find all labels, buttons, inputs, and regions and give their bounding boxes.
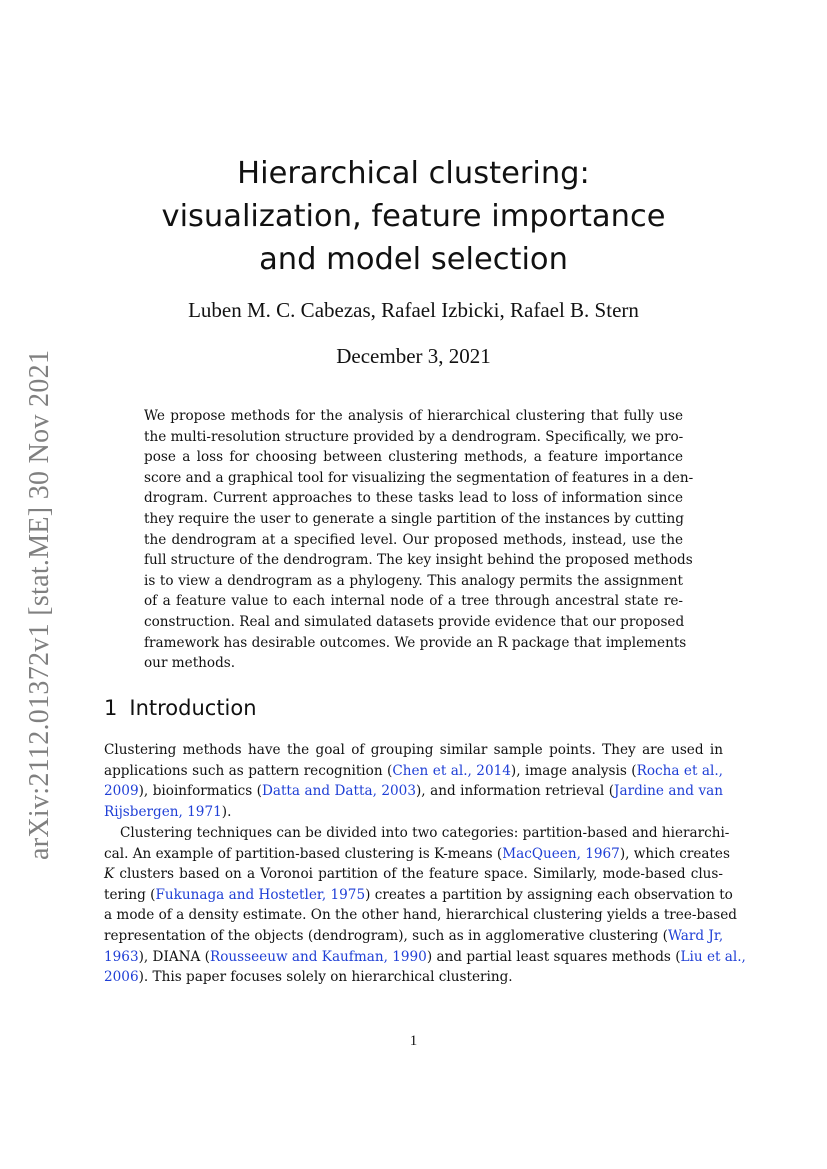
abstract-line: they require the user to generate a single partition of the instances by cutting — [144, 510, 684, 527]
abstract-line: We propose methods for the analysis of hierarchical clustering that fully use — [144, 408, 683, 424]
text-run: representation of the objects (dendrogram), such as in agglomerative clustering ( — [104, 927, 668, 944]
abstract-line: our methods. — [144, 655, 236, 672]
paragraph-line — [104, 802, 723, 823]
text-run: a mode of a density estimate. On the other hand, hierarchical clustering yields a tree-based — [104, 907, 738, 924]
title-line: Hierarchical clustering: — [237, 156, 590, 191]
paragraph-line — [104, 864, 723, 885]
text-run: ), which creates — [619, 845, 730, 862]
paragraph-line — [104, 885, 733, 906]
paragraph-line — [104, 740, 723, 761]
section-heading-introduction — [104, 696, 257, 720]
abstract-line: score and a graphical tool for visualizing the segmentation of features in a den- — [144, 469, 694, 486]
abstract-line: the multi-resolution structure provided by a dendrogram. Specifically, we pro- — [144, 428, 684, 445]
text-run: clusters based on a Voronoi partition of the feature space. Similarly, mode-based clus- — [114, 866, 723, 883]
citation-link[interactable]: Ward Jr, — [667, 927, 724, 944]
abstract — [144, 406, 694, 674]
section-number: 1 — [104, 696, 118, 720]
text-run: ), and information retrieval ( — [415, 783, 615, 800]
citation-link[interactable]: Rocha et al., — [636, 762, 723, 779]
citation-link[interactable]: 2009 — [104, 783, 139, 800]
paragraph-line — [104, 844, 730, 865]
title-line: visualization, feature importance — [161, 199, 666, 234]
text-run: ), DIANA ( — [138, 948, 210, 965]
text-run: applications such as pattern recognition ( — [104, 762, 393, 779]
text-run: ). — [221, 803, 232, 820]
text-run: ), bioinformatics ( — [138, 783, 262, 800]
citation-link[interactable]: Liu et al., — [680, 948, 746, 965]
publication-date: December 3, 2021 — [336, 344, 491, 368]
intro-paragraph-1 — [104, 740, 723, 822]
citation-link[interactable]: 1963 — [104, 948, 139, 965]
paragraph-line — [104, 967, 723, 988]
paragraph-line — [104, 905, 738, 926]
citation-link[interactable]: Rousseeuw and Kaufman, 1990 — [209, 948, 427, 965]
abstract-line: is to view a dendrogram as a phylogeny. This analogy permits the assignment — [144, 572, 683, 589]
text-run: ) and partial least squares methods ( — [426, 948, 681, 965]
abstract-line: construction. Real and simulated datasets provide evidence that our proposed — [144, 613, 685, 630]
arxiv-identifier-stamp: arXiv:2112.01372v1 [stat.ME] 30 Nov 2021 — [24, 349, 55, 860]
intro-paragraph-2 — [104, 823, 746, 988]
citation-link[interactable]: 2006 — [104, 969, 139, 986]
section-title: Introduction — [129, 696, 257, 720]
citation-link[interactable]: Rijsbergen, 1971 — [104, 803, 222, 820]
abstract-line: full structure of the dendrogram. The key insight behind the proposed methods — [144, 552, 693, 569]
abstract-line: the dendrogram at a specified level. Our proposed methods, instead, use the — [144, 531, 683, 548]
paragraph-line — [104, 761, 723, 782]
abstract-line: of a feature value to each internal node of a tree through ancestral state re- — [144, 593, 683, 610]
text-run: Clustering techniques can be divided into two categories: partition-based and hierarchi- — [120, 825, 730, 841]
text-run: cal. An example of partition-based clustering is K-means ( — [104, 845, 503, 862]
abstract-line: pose a loss for choosing between clustering methods, a feature importance — [144, 449, 683, 466]
paragraph-line — [104, 781, 723, 802]
paragraph-line — [104, 947, 746, 968]
abstract-line: framework has desirable outcomes. We provide an R package that implements — [144, 634, 687, 651]
paragraph-line — [104, 926, 723, 947]
citation-link[interactable]: Datta and Datta, 2003 — [261, 783, 416, 800]
author-list: Luben M. C. Cabezas, Rafael Izbicki, Rafael B. Stern — [188, 298, 639, 322]
text-run: ) creates a partition by assigning each observation to — [365, 886, 733, 903]
title-line: and model selection — [259, 242, 568, 277]
citation-link[interactable]: Chen et al., 2014 — [392, 762, 511, 779]
text-run: Clustering methods have the goal of grouping similar sample points. They are used in — [104, 742, 723, 758]
math-variable-k: K — [104, 866, 115, 883]
page-number: 1 — [409, 1033, 418, 1049]
paragraph-line — [104, 823, 730, 844]
text-run: ). This paper focuses solely on hierarchical clustering. — [138, 969, 513, 986]
citation-link[interactable]: Fukunaga and Hostetler, 1975 — [155, 886, 366, 903]
text-run: ), image analysis ( — [510, 762, 637, 779]
citation-link[interactable]: MacQueen, 1967 — [502, 845, 620, 862]
abstract-line: drogram. Current approaches to these tasks lead to loss of information since — [144, 490, 683, 507]
citation-link[interactable]: Jardine and van — [614, 783, 723, 800]
paper-title — [90, 152, 737, 281]
text-run: tering ( — [104, 886, 156, 903]
